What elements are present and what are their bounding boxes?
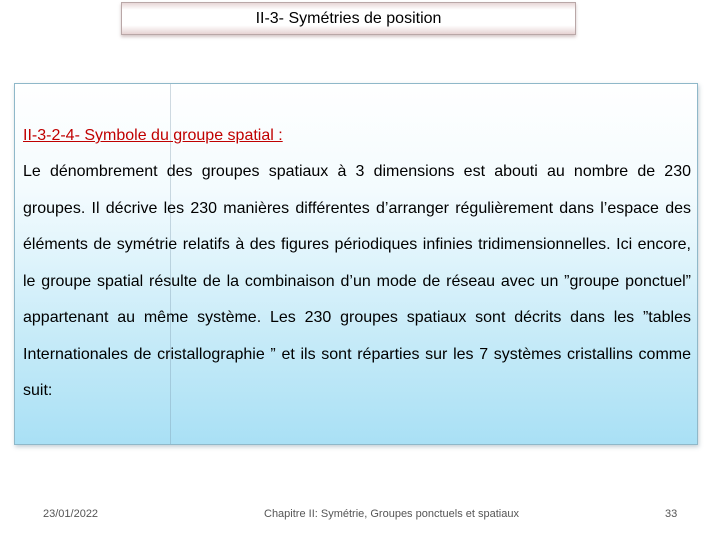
content-inner [23,126,691,410]
slide-title-banner [121,2,576,35]
footer-page-number: 33 [665,508,678,520]
body-paragraph: Le dénombrement des groupes spatiaux à 3 dimensions est abouti au nombre de 230 groupes. Il décrive les 230 manières différentes d’arranger régulièrement dans l’espace des éléments de symétrie relatifs à des figures périodiques infinies tridimensionnelles. Ici encore, le groupe spatial résulte de la combinaison d’un mode de réseau avec un ”groupe ponctuel” appartenant au même système. Les 230 groupes spatiaux sont décrits dans les ”tables Internationales de cristallographie ” et ils sont réparties sur les 7 systèmes cristallins comme suit: [23,163,691,399]
section-heading: II-3-2-4- Symbole du groupe spatial : [23,127,283,144]
slide-title: II-3- Symétries de position [255,9,442,27]
footer-date: 23/01/2022 [43,508,99,520]
footer-chapter-title: Chapitre II: Symétrie, Groupes ponctuels et spatiaux [264,508,519,520]
content-box [14,83,698,445]
